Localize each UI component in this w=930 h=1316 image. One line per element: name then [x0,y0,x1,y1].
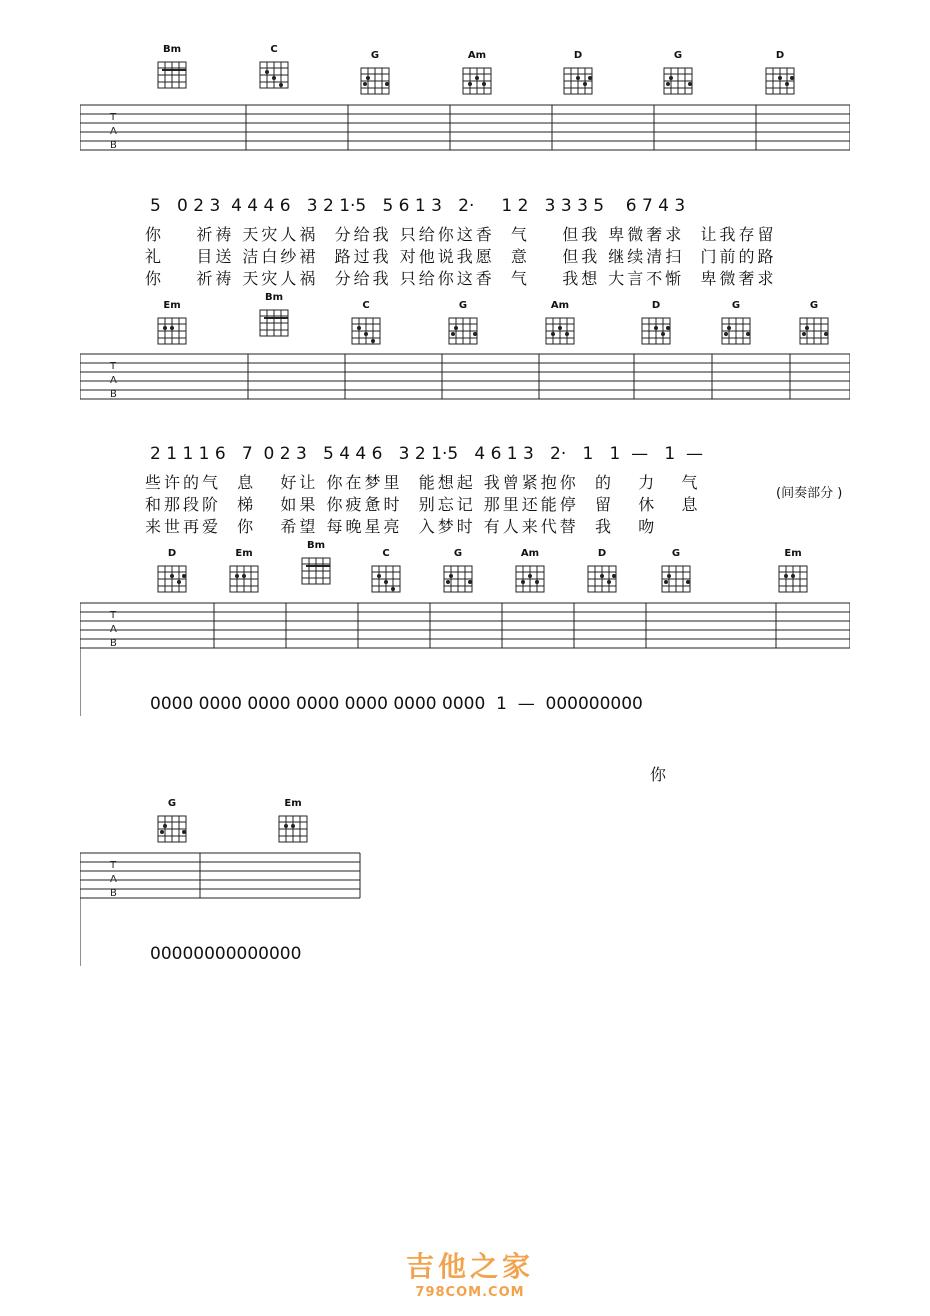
interlude-note: (间奏部分 ) [776,486,843,501]
jianpu-notation: 00000000000000 [150,944,302,964]
chord-grid-icon [762,62,798,98]
chord-diagram [152,44,192,92]
chord-grid-icon [440,560,476,596]
lyric-line-1: 你 [650,765,670,784]
chord-grid-icon [512,560,548,596]
chord-diagram [152,300,192,348]
chord-diagram [346,300,386,348]
chord-name: Em [235,548,253,559]
chord-grid-icon [560,62,596,98]
svg-text:T: T [110,860,117,871]
chord-name: D [597,548,607,559]
jianpu-notation: 5 0 2 3 4 4 4 6 3 2 1·5 5 6 1 3 2· 1 2 3 3 3 5 6 7 4 3 [150,196,686,216]
svg-text:B: B [110,888,117,899]
chord-diagram [355,50,395,98]
chord-name: G [453,548,463,559]
chord-grid-icon [256,56,292,92]
chord-diagram [254,44,294,92]
svg-text:T: T [110,361,117,372]
chord-name: Bm [306,540,326,551]
chord-diagram [656,548,696,596]
svg-text:B: B [110,389,117,400]
lyric-line-1: 你 祈祷 天灾人祸 分给我 只给你这香 气 但我 卑微奢求 让我存留 [145,225,777,244]
chord-name: G [370,50,380,61]
jianpu-notation: 0000 0000 0000 0000 0000 0000 0000 1 — 000000000 [150,694,643,714]
svg-text:A: A [110,624,117,635]
chord-diagram [794,300,834,348]
chord-name: Am [520,548,540,559]
lyric-line-3: 你 祈祷 天灾人祸 分给我 只给你这香 气 我想 大言不惭 卑微奢求 [145,269,777,288]
svg-text:B: B [110,638,117,649]
chord-grid-icon [638,312,674,348]
chord-grid-icon [718,312,754,348]
chord-name: C [362,300,370,311]
chord-name: D [651,300,661,311]
chord-grid-icon [256,304,292,340]
chord-name: Em [284,798,302,809]
chord-name: D [167,548,177,559]
chord-grid-icon [275,810,311,846]
svg-text:A: A [110,874,117,885]
lyric-line-2: 礼 目送 洁白纱裙 路过我 对他说我愿 意 但我 继续清扫 门前的路 [145,247,777,266]
chord-name: Em [784,548,802,559]
chord-name: Am [550,300,570,311]
chord-name: Bm [264,292,284,303]
chord-grid-icon [357,62,393,98]
chord-name: G [167,798,177,809]
chord-diagram [443,300,483,348]
chord-diagram [366,548,406,596]
chord-grid-icon [775,560,811,596]
chord-grid-icon [368,560,404,596]
chord-diagram [254,292,294,340]
svg-text:B: B [110,140,117,151]
chord-name: G [731,300,741,311]
chord-diagram [658,50,698,98]
lyric-line-1: 些许的气 息 好让 你在梦里 能想起 我曾紧抱你 的 力 气 [145,473,701,492]
chord-grid-icon [658,560,694,596]
chord-diagram [716,300,756,348]
svg-text:T: T [110,610,117,621]
chord-name: G [673,50,683,61]
chord-name: G [458,300,468,311]
chord-diagram [273,798,313,846]
chord-grid-icon [584,560,620,596]
chord-grid-icon [154,56,190,92]
chord-diagram [457,50,497,98]
chord-name: C [382,548,390,559]
watermark-title: 吉他之家 [405,1250,534,1283]
chord-diagram [558,50,598,98]
tab-staff [80,100,850,180]
chord-diagram [636,300,676,348]
chord-grid-icon [796,312,832,348]
chord-grid-icon [445,312,481,348]
lyric-line-2: 和那段阶 梯 如果 你疲惫时 别忘记 那里还能停 留 休 息 [145,495,701,514]
chord-name: C [270,44,278,55]
chord-grid-icon [348,312,384,348]
watermark-url: 798COM.COM [415,1285,525,1300]
chord-name: Em [163,300,181,311]
chord-diagram [296,540,336,588]
chord-grid-icon [298,552,334,588]
jianpu-notation: 2 1 1 1 6 7 0 2 3 5 4 4 6 3 2 1·5 4 6 1 3 2· 1 1 — 1 — [150,444,703,464]
svg-text:A: A [110,375,117,386]
chord-diagram [582,548,622,596]
chord-grid-icon [154,312,190,348]
chord-diagram [510,548,550,596]
chord-name: D [573,50,583,61]
chord-grid-icon [154,810,190,846]
chord-name: Bm [162,44,182,55]
svg-text:T: T [110,112,117,123]
chord-grid-icon [226,560,262,596]
svg-text:A: A [110,126,117,137]
chord-name: G [671,548,681,559]
chord-diagram [760,50,800,98]
chord-diagram [438,548,478,596]
chord-diagram [224,548,264,596]
tab-staff [80,349,850,429]
chord-name: D [775,50,785,61]
chord-diagram [540,300,580,348]
chord-diagram [152,548,192,596]
chord-diagram [773,548,813,596]
chord-grid-icon [459,62,495,98]
chord-diagram [152,798,192,846]
chord-name: Am [467,50,487,61]
lyric-line-3: 来世再爱 你 希望 每晚星亮 入梦时 有人来代替 我 吻 [145,517,658,536]
chord-grid-icon [542,312,578,348]
chord-grid-icon [154,560,190,596]
chord-grid-icon [660,62,696,98]
chord-name: G [809,300,819,311]
watermark-logo [390,1245,550,1300]
